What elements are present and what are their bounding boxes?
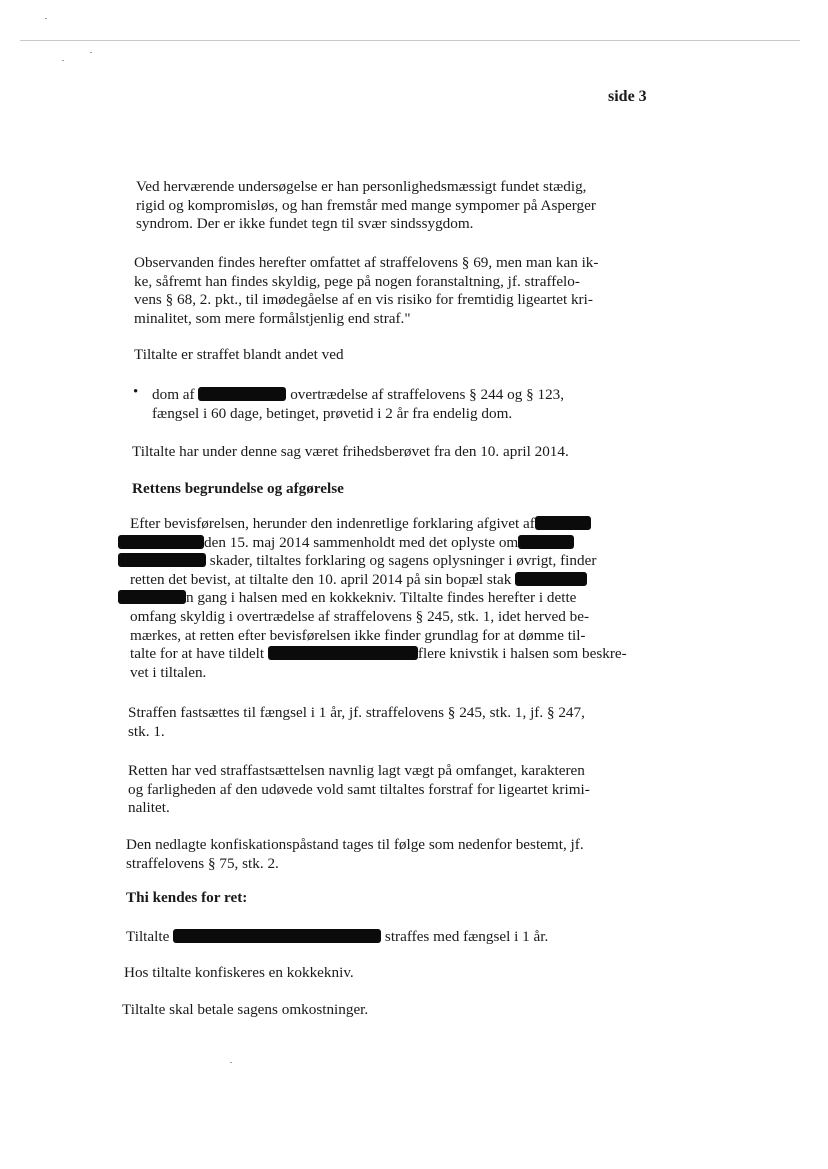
paragraph-sentence: Straffen fastsættes til fængsel i 1 år, jf. straffelovens § 245, stk. 1, jf. § 247, stk. 1. xyxy=(128,704,585,740)
bullet-dot: • xyxy=(133,384,139,400)
verdict-confiscation: Hos tiltalte konfiskeres en kokkekniv. xyxy=(124,964,354,981)
redaction-bar xyxy=(198,387,286,401)
paragraph-conclusion: Observanden findes herefter omfattet af straffelovens § 69, men man kan ik- ke, såfremt han findes skyldig, pege på nogen foranstaltning, jf. straffelo- vens § 68, 2. pkt., til imødegåelse af en vis risiko for fremtidig ligeartet kri- minalitet, som mere formålstjenlig end straf." xyxy=(134,254,599,327)
redaction-bar xyxy=(118,590,186,604)
redaction-bar xyxy=(515,572,587,586)
scan-speck xyxy=(90,52,92,53)
paragraph-reasoning: Efter bevisførelsen, herunder den indenretlige forklaring afgivet af den 15. maj 2014 sammenholdt med det oplyste om skader, tiltaltes forklaring og sagens oplysninger i øvrigt, finder retten det bevist, at tiltalte den 10. april 2014 på sin bopæl stak n gang i halsen med en kokkekniv. Tiltalte findes herefter i dette omfang skyldig i overtrædelse af straffelovens § 245, stk. 1, idet herved be- mærkes, at retten efter bevisførelsen ikke finder grundlag for at dømme til- talte for at have tildelt flere knivstik i halsen som beskre- vet i tiltalen. xyxy=(118,515,627,682)
heading-verdict: Thi kendes for ret: xyxy=(126,889,248,906)
bullet-prior-sentence: dom af overtrædelse af straffelovens § 244 og § 123, fængsel i 60 dage, betinget, prøvetid i 2 år fra endelig dom. xyxy=(152,386,565,422)
redaction-bar xyxy=(118,553,206,567)
paragraph-examination: Ved herværende undersøgelse er han personlighedsmæssigt fundet stædig, rigid og kompromisløs, og han fremstår med mange sympomer på Asperger syndrom. Der er ikke fundet tegn til svær sindssygdom. xyxy=(136,178,596,233)
scan-speck xyxy=(62,60,64,61)
redaction-bar xyxy=(268,646,418,660)
scan-speck xyxy=(230,1062,232,1063)
redaction-bar xyxy=(518,535,574,549)
paragraph-prior-record: Tiltalte er straffet blandt andet ved xyxy=(134,346,344,363)
heading-reasons: Rettens begrundelse og afgørelse xyxy=(132,480,344,497)
scan-edge-line xyxy=(20,40,800,41)
scan-speck xyxy=(45,18,47,19)
redaction-bar xyxy=(173,929,381,943)
redaction-bar xyxy=(118,535,204,549)
paragraph-custody: Tiltalte har under denne sag været frihedsberøvet fra den 10. april 2014. xyxy=(132,443,569,460)
verdict-costs: Tiltalte skal betale sagens omkostninger. xyxy=(122,1001,369,1018)
paragraph-sentencing-factors: Retten har ved straffastsættelsen navnlig lagt vægt på omfanget, karakteren og farligheden af den udøvede vold samt tiltaltes forstraf for ligeartet krimi- nalitet. xyxy=(128,762,590,817)
page-number: side 3 xyxy=(608,88,647,105)
verdict-sentence: Tiltalte straffes med fængsel i 1 år. xyxy=(126,928,549,945)
paragraph-confiscation: Den nedlagte konfiskationspåstand tages til følge som nedenfor bestemt, jf. straffelovens § 75, stk. 2. xyxy=(126,836,584,872)
redaction-bar xyxy=(535,516,591,530)
